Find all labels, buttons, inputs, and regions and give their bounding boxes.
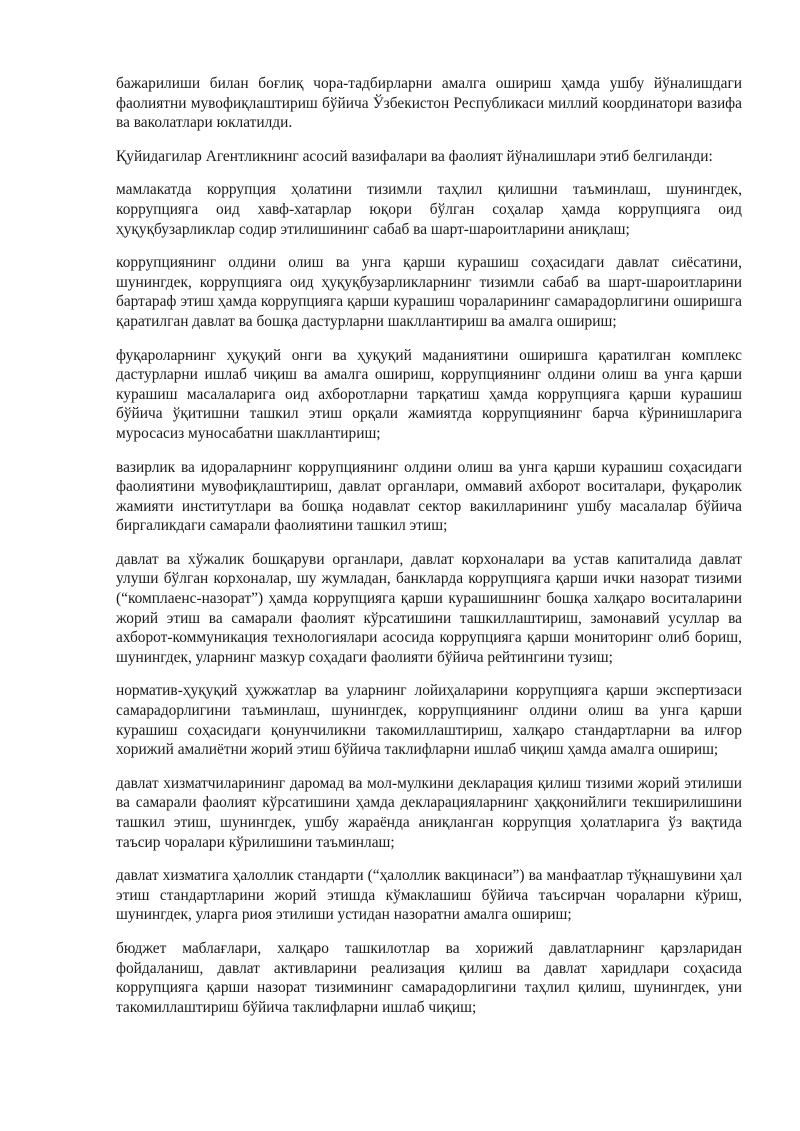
list-item-task: коррупциянинг олдини олиш ва унга қарши курашиш соҳасидаги давлат сиёсатини, шунингдек, коррупцияга оид ҳуқуқбузарликларнинг тизимли сабаб ва шарт-шароитларини бартараф этиш ҳамда коррупцияга қарши курашиш чораларининг самарадорлигини оширишга қаратилган давлат ва бошқа дастурларни шакллантириш ва амалга ошириш; <box>116 254 742 330</box>
list-item-task: норматив-ҳуқуқий ҳужжатлар ва уларнинг лойиҳаларини коррупцияга қарши экспертизаси самарадорлигини таъминлаш, шунингдек, коррупциянинг олдини олиш ва унга қарши курашиш соҳасидаги қонунчиликни такомиллаштириш, халқаро стандартларни ва илғор хорижий амалиётни жорий этиш бўйича таклифларни ишлаб чиқиш ҳамда амалга ошириш; <box>116 682 742 759</box>
list-item-task: фуқароларнинг ҳуқуқий онги ва ҳуқуқий маданиятини оширишга қаратилган комплекс дастурларни ишлаб чиқиш ва амалга ошириш, коррупциянинг олдини олиш ва унга қарши курашиш масалаларига оид ахборотларни тарқатиш ҳамда коррупцияга қарши курашиш бўйича ўқитишни ташкил этиш орқали жамиятда коррупциянинг барча кўринишларига муросасиз муносабатни шакллантириш; <box>116 346 742 442</box>
paragraph-intro-continuation: бажарилиши билан боғлиқ чора-тадбирларни амалга ошириш ҳамда ушбу йўналишдаги фаолиятни мувофиқлаштириш бўйича Ўзбекистон Республикаси миллий координатори вазифа ва ваколатлари юклатилди. <box>116 75 742 132</box>
list-item-task: давлат ва хўжалик бошқаруви органлари, давлат корхоналари ва устав капиталида давлат улуши бўлган корхоналар, шу жумладан, банкларда коррупцияга қарши ички назорат тизими (“комплаенс-назорат”) ҳамда коррупцияга қарши курашишнинг бошқа халқаро воситаларини жорий этиш ва самарали фаолият кўрсатишини ташкиллаштириш, замонавий усуллар ва ахборот-коммуникация технологиялари асосида коррупцияга қарши мониторинг олиб бориш, шунингдек, уларнинг мазкур соҳадаги фаолияти бўйича рейтингини тузиш; <box>116 550 742 666</box>
list-item-task: давлат хизматчиларининг даромад ва мол-мулкини декларация қилиш тизими жорий этилиши ва самарали фаолият кўрсатишини ҳамда декларацияларнинг ҳаққонийлиги текширилишини ташкил этиш, шунингдек, ушбу жараёнда аниқланган коррупция ҳолатларига ўз вақтида таъсир чоралари кўрилишини таъминлаш; <box>116 774 742 851</box>
list-item-task: мамлакатда коррупция ҳолатини тизимли таҳлил қилишни таъминлаш, шунингдек, коррупцияга оид хавф-хатарлар юқори бўлган соҳалар ҳамда коррупцияга оид ҳуқуқбузарликлар содир этилишининг сабаб ва шарт-шароитларини аниқлаш; <box>116 181 742 238</box>
list-item-task: бюджет маблағлари, халқаро ташкилотлар ва хорижий давлатларнинг қарзларидан фойдаланиш, давлат активларини реализация қилиш ва давлат харидлари соҳасида коррупцияга қарши назорат тизимининг самарадорлигини таҳлил қилиш, шунингдек, уни такомиллаштириш бўйича таклифларни ишлаб чиқиш; <box>116 939 742 1016</box>
paragraph-tasks-heading: Қуйидагилар Агентликнинг асосий вазифалари ва фаолият йўналишлари этиб белгиланди: <box>116 147 713 165</box>
list-item-task: вазирлик ва идораларнинг коррупциянинг олдини олиш ва унга қарши курашиш соҳасидаги фаолиятини мувофиқлаштириш, давлат органлари, оммавий ахборот воситалари, фуқаролик жамияти институтлари ва бошқа нодавлат сектор вакилларининг ушбу масалалар бўйича биргаликдаги самарали фаолиятини ташкил этиш; <box>116 458 742 535</box>
document-page <box>116 74 742 1031</box>
list-item-task: давлат хизматига ҳалоллик стандарти (“ҳалоллик вакцинаси”) ва манфаатлар тўқнашувини ҳал этиш стандартларини жорий этишда кўмаклашиш бўйича таъсирчан чораларни кўриш, шунингдек, уларга риоя этилиши устидан назоратни амалга ошириш; <box>116 867 742 924</box>
